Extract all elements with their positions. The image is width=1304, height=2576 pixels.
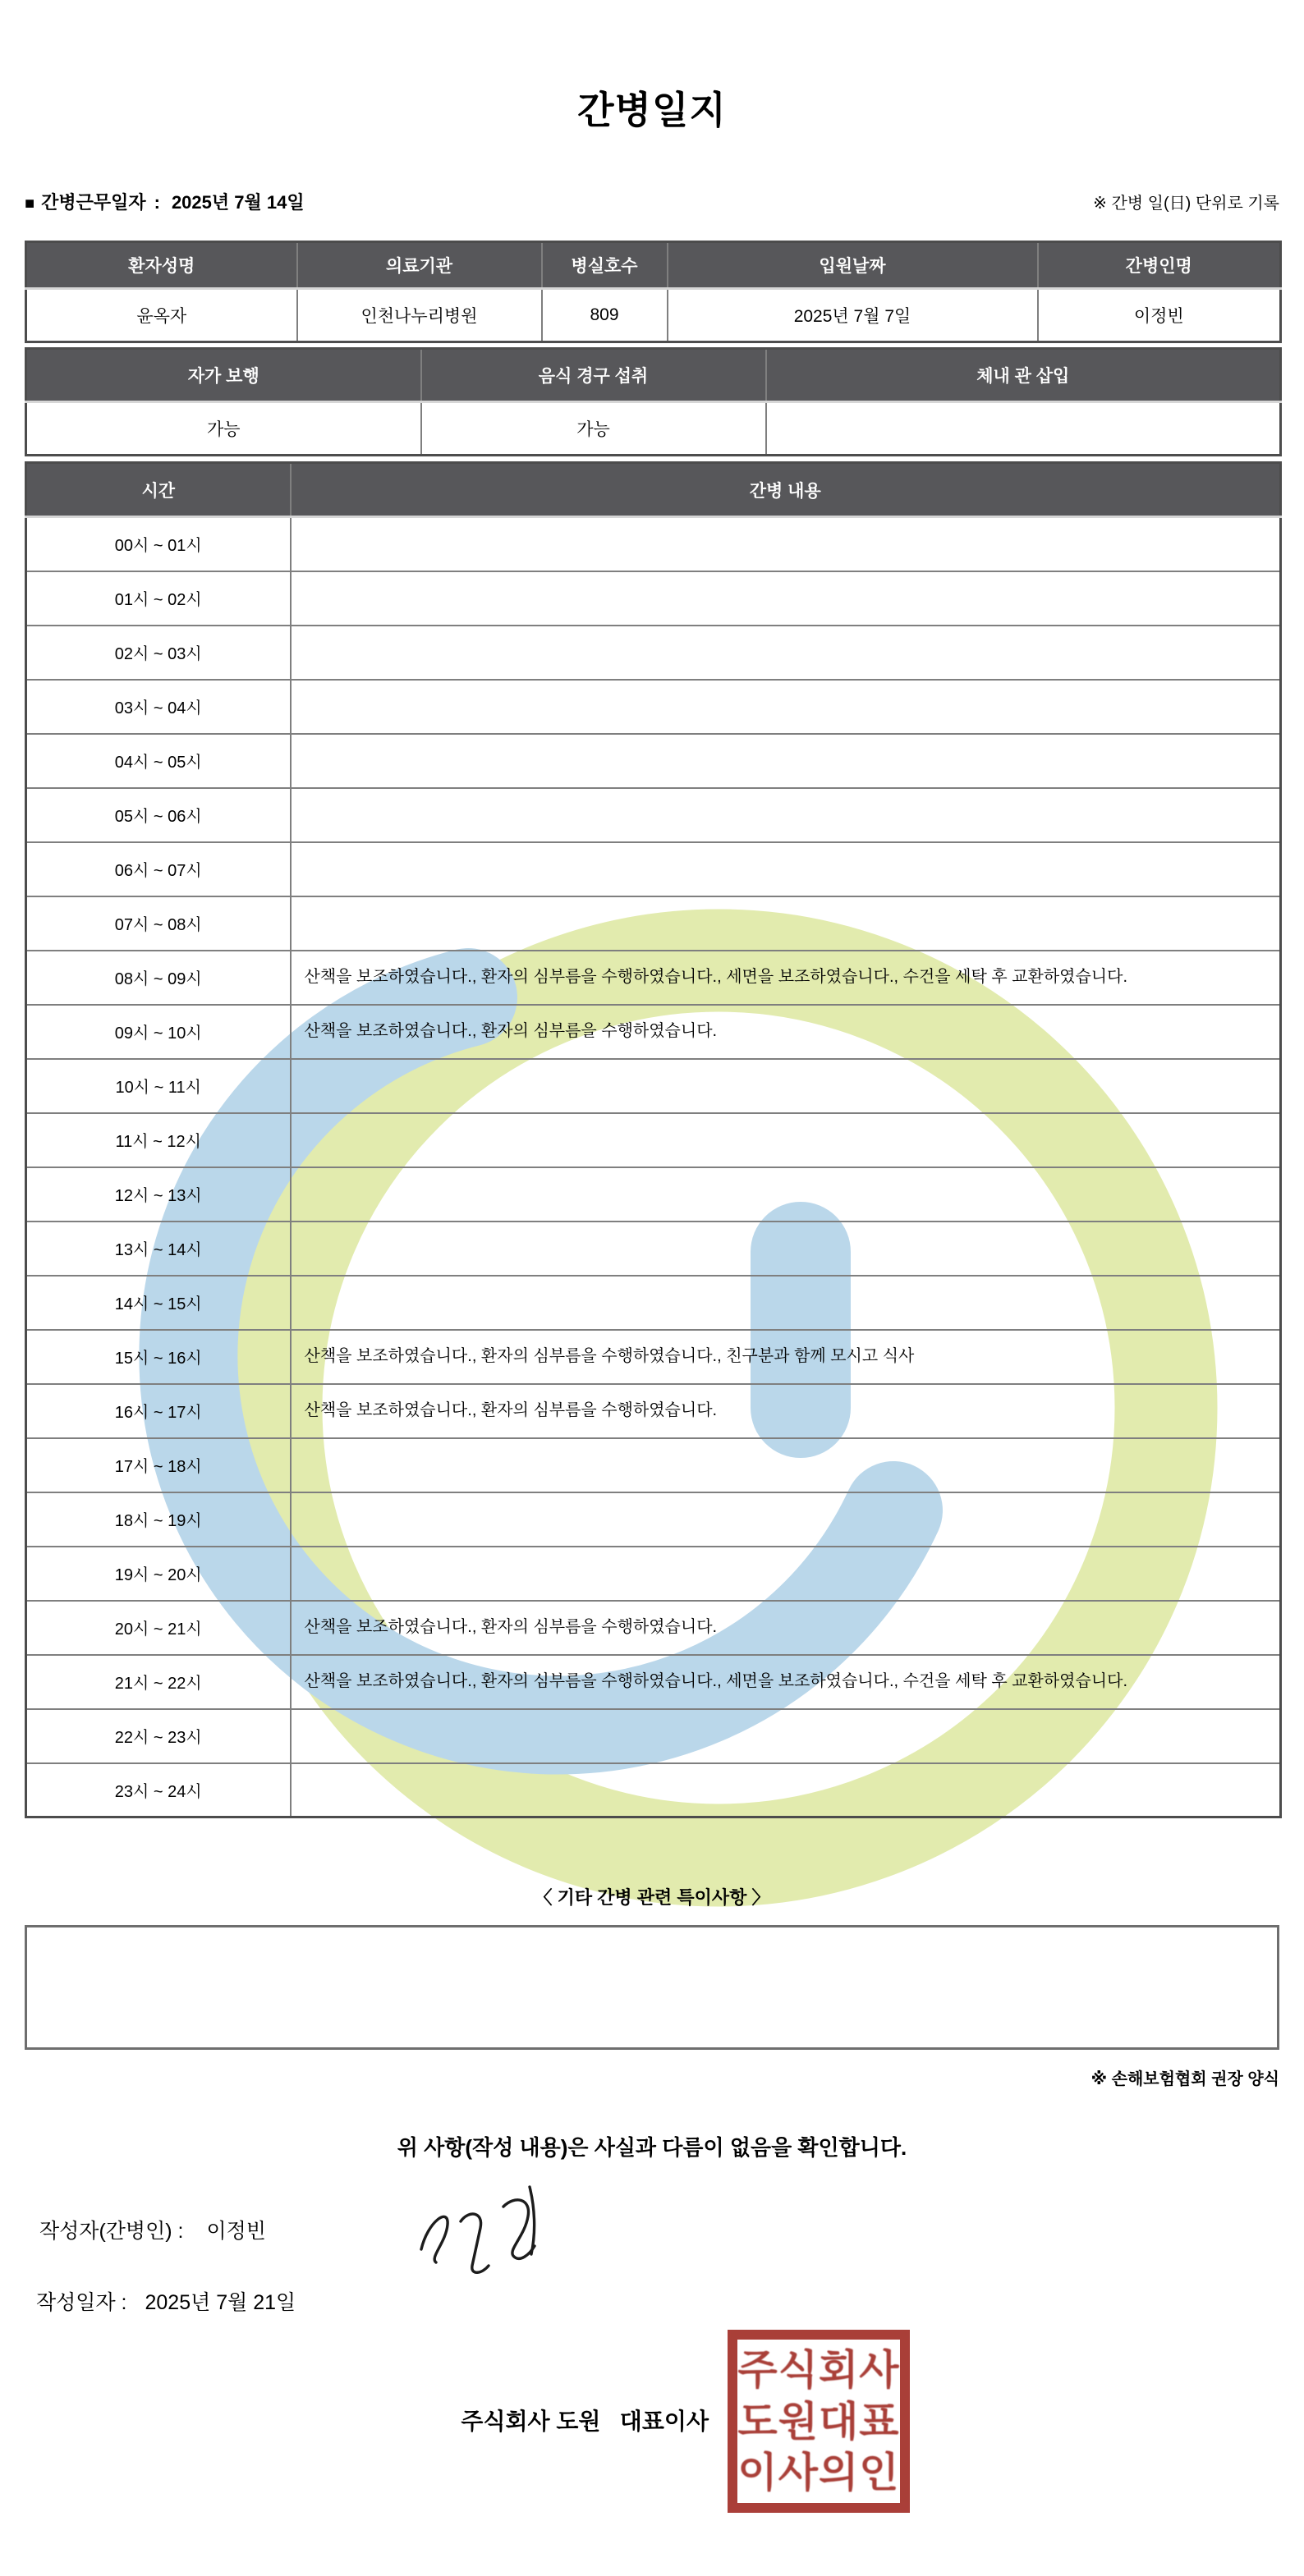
care-time-cell: 14시 ~ 15시 [26, 1276, 291, 1330]
patient-status-table [25, 347, 1282, 456]
care-time-cell: 16시 ~ 17시 [26, 1384, 291, 1438]
care-time-cell: 18시 ~ 19시 [26, 1492, 291, 1547]
care-row [26, 1005, 1281, 1059]
header-care-content: 간병 내용 [291, 463, 1281, 517]
care-time-cell: 10시 ~ 11시 [26, 1059, 291, 1113]
care-row [26, 680, 1281, 734]
date-value: 2025년 7월 21일 [145, 2291, 296, 2314]
date-label: 작성일자 : [36, 2291, 127, 2314]
care-time-cell: 22시 ~ 23시 [26, 1709, 291, 1763]
care-row [26, 1113, 1281, 1167]
care-time-cell: 23시 ~ 24시 [26, 1763, 291, 1817]
care-content-cell [291, 788, 1281, 842]
care-content-cell [291, 1547, 1281, 1601]
value-self-walking: 가능 [26, 402, 421, 456]
care-content-cell [291, 1709, 1281, 1763]
writer-label: 작성자(간병인) : [39, 2220, 184, 2243]
work-date-line [25, 189, 305, 214]
header-time: 시간 [26, 463, 291, 517]
care-time-cell: 00시 ~ 01시 [26, 517, 291, 571]
header-admission-date: 입원날짜 [668, 242, 1038, 289]
page-title: 간병일지 [577, 89, 727, 131]
colon: : [154, 192, 160, 213]
value-oral-intake: 가능 [421, 402, 766, 456]
value-patient-name: 윤옥자 [26, 289, 297, 342]
care-table-body [26, 517, 1281, 1817]
care-time-cell: 07시 ~ 08시 [26, 896, 291, 951]
square-bullet-icon: ■ [25, 195, 35, 213]
care-time-cell: 01시 ~ 02시 [26, 571, 291, 626]
status-value-row [26, 402, 1281, 456]
header-caregiver-name: 간병인명 [1038, 242, 1281, 289]
company-line: 주식회사 도원 대표이사 [461, 2409, 709, 2434]
care-content-cell [291, 734, 1281, 788]
care-row [26, 1492, 1281, 1547]
care-row [26, 626, 1281, 680]
care-time-cell: 03시 ~ 04시 [26, 680, 291, 734]
care-row [26, 1222, 1281, 1276]
care-content-cell [291, 626, 1281, 680]
value-institution: 인천나누리병원 [297, 289, 542, 342]
work-date-value: 2025년 7월 14일 [171, 192, 305, 213]
care-time-cell: 20시 ~ 21시 [26, 1601, 291, 1655]
patient-info-table [25, 241, 1282, 343]
status-header-row [26, 349, 1281, 402]
care-row [26, 1547, 1281, 1601]
seal-text-row: 주식회사 [737, 2347, 900, 2394]
care-content-cell: 산책을 보조하였습니다., 환자의 심부름을 수행하였습니다., 세면을 보조하였습니다., 수건을 세탁 후 교환하였습니다. [291, 951, 1281, 1005]
care-log-table [25, 461, 1282, 1818]
meta-row [25, 189, 1279, 214]
care-content-cell: 산책을 보조하였습니다., 환자의 심부름을 수행하였습니다., 친구분과 함께 모시고 식사 [291, 1330, 1281, 1384]
care-row [26, 1763, 1281, 1817]
care-row [26, 788, 1281, 842]
work-date-label: 간병근무일자 [41, 192, 146, 213]
care-time-cell: 12시 ~ 13시 [26, 1167, 291, 1222]
care-row [26, 1655, 1281, 1709]
care-content-cell [291, 1167, 1281, 1222]
care-row [26, 517, 1281, 571]
care-row [26, 842, 1281, 896]
value-tube-insertion [766, 402, 1281, 456]
care-row [26, 951, 1281, 1005]
care-row [26, 1330, 1281, 1384]
care-content-cell [291, 1492, 1281, 1547]
header-institution: 의료기관 [297, 242, 542, 289]
seal-text-row: 도원대표 [737, 2398, 900, 2445]
notes-box [25, 1925, 1279, 2050]
seal-text-row: 이사의인 [737, 2449, 900, 2496]
care-row [26, 896, 1281, 951]
care-time-cell: 05시 ~ 06시 [26, 788, 291, 842]
care-row [26, 1384, 1281, 1438]
company-seal-stamp [728, 2330, 910, 2513]
header-self-walking: 자가 보행 [26, 349, 421, 402]
care-content-cell [291, 1763, 1281, 1817]
value-caregiver-name: 이정빈 [1038, 289, 1281, 342]
form-note: ※ 손해보험협회 권장 양식 [1090, 2070, 1279, 2088]
care-time-cell: 09시 ~ 10시 [26, 1005, 291, 1059]
care-content-cell: 산책을 보조하였습니다., 환자의 심부름을 수행하였습니다. [291, 1601, 1281, 1655]
care-content-cell [291, 1276, 1281, 1330]
value-room-number: 809 [542, 289, 668, 342]
care-content-cell: 산책을 보조하였습니다., 환자의 심부름을 수행하였습니다. [291, 1005, 1281, 1059]
care-row [26, 734, 1281, 788]
care-content-cell [291, 1059, 1281, 1113]
care-row [26, 1438, 1281, 1492]
header-room-number: 병실호수 [542, 242, 668, 289]
care-content-cell: 산책을 보조하였습니다., 환자의 심부름을 수행하였습니다., 세면을 보조하였습니다., 수건을 세탁 후 교환하였습니다. [291, 1655, 1281, 1709]
header-patient-name: 환자성명 [26, 242, 297, 289]
care-content-cell [291, 1222, 1281, 1276]
date-line [36, 2286, 857, 2316]
care-time-cell: 21시 ~ 22시 [26, 1655, 291, 1709]
info-header-row [26, 242, 1281, 289]
care-time-cell: 11시 ~ 12시 [26, 1113, 291, 1167]
care-content-cell: 산책을 보조하였습니다., 환자의 심부름을 수행하였습니다. [291, 1384, 1281, 1438]
care-time-cell: 17시 ~ 18시 [26, 1438, 291, 1492]
care-content-cell [291, 896, 1281, 951]
confirmation-statement: 위 사항(작성 내용)은 사실과 다름이 없음을 확인합니다. [397, 2135, 907, 2160]
care-content-cell [291, 1113, 1281, 1167]
care-time-cell: 15시 ~ 16시 [26, 1330, 291, 1384]
care-time-cell: 08시 ~ 09시 [26, 951, 291, 1005]
care-row [26, 1167, 1281, 1222]
value-admission-date: 2025년 7월 7일 [668, 289, 1038, 342]
care-time-cell: 06시 ~ 07시 [26, 842, 291, 896]
notes-title: 〈 기타 간병 관련 특이사항 〉 [534, 1887, 770, 1908]
care-content-cell [291, 571, 1281, 626]
unit-note: ※ 간병 일(日) 단위로 기록 [1093, 195, 1279, 213]
care-content-cell [291, 1438, 1281, 1492]
care-row [26, 571, 1281, 626]
care-row [26, 1709, 1281, 1763]
care-time-cell: 19시 ~ 20시 [26, 1547, 291, 1601]
care-content-cell [291, 517, 1281, 571]
care-row [26, 1601, 1281, 1655]
info-value-row [26, 289, 1281, 342]
care-time-cell: 04시 ~ 05시 [26, 734, 291, 788]
writer-name: 이정빈 [206, 2220, 266, 2243]
care-header-row [26, 463, 1281, 517]
header-oral-intake: 음식 경구 섭취 [421, 349, 766, 402]
care-content-cell [291, 680, 1281, 734]
care-time-cell: 13시 ~ 14시 [26, 1222, 291, 1276]
care-time-cell: 02시 ~ 03시 [26, 626, 291, 680]
care-row [26, 1276, 1281, 1330]
handwritten-signature [406, 2174, 579, 2285]
header-tube-insertion: 체내 관 삽입 [766, 349, 1281, 402]
care-content-cell [291, 842, 1281, 896]
care-row [26, 1059, 1281, 1113]
